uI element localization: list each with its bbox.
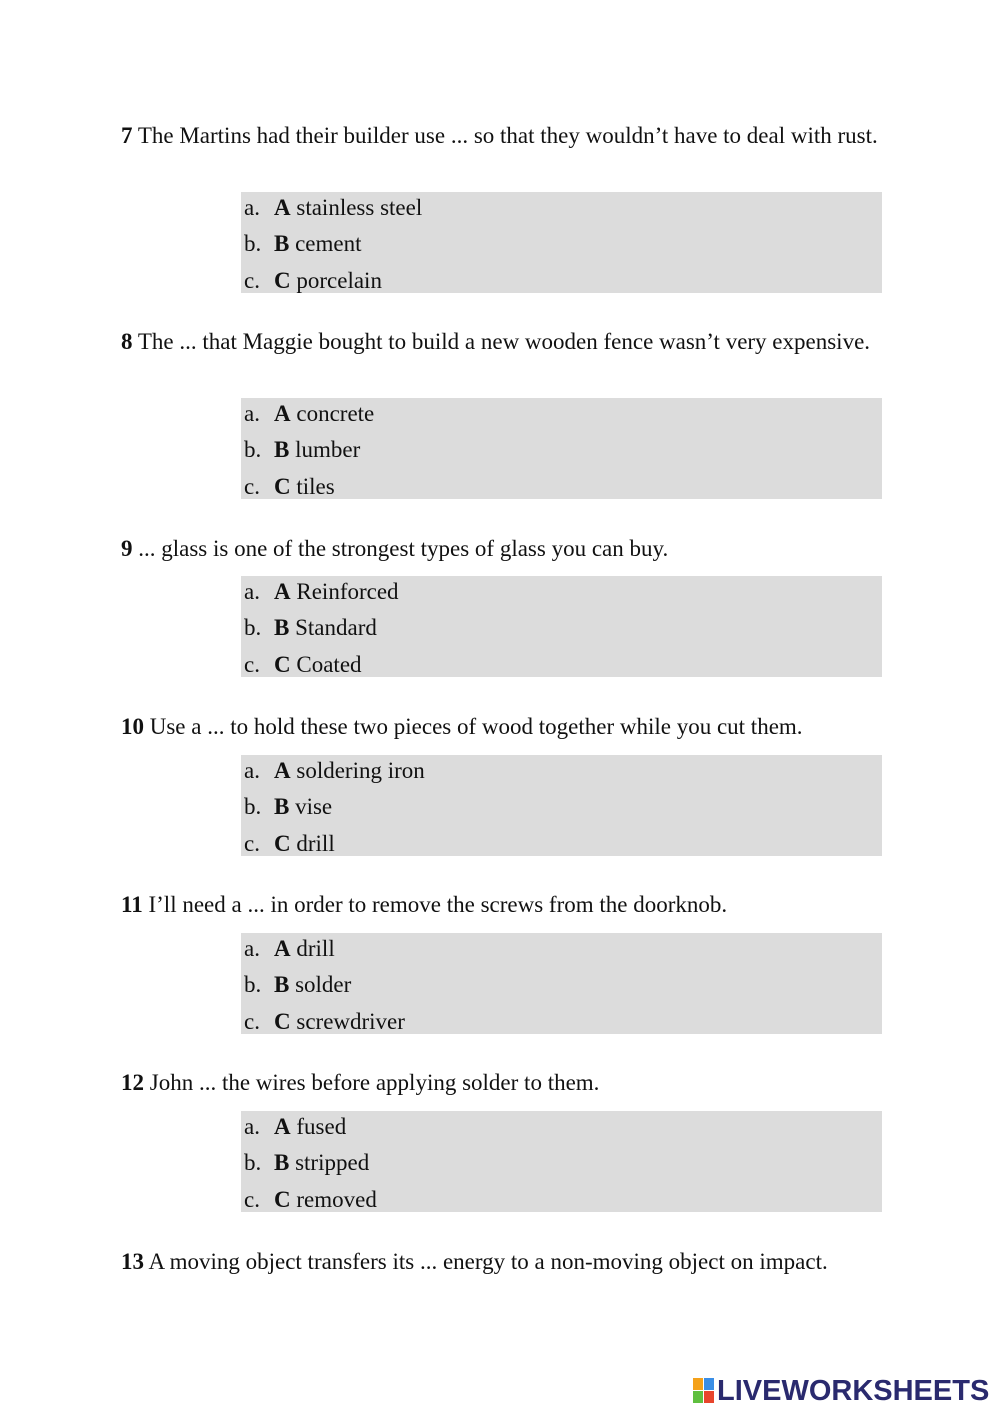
option-letter: a. <box>244 579 260 604</box>
option-9c[interactable] <box>241 649 882 685</box>
option-letter: c. <box>244 651 260 677</box>
option-cap: B <box>274 231 290 257</box>
brand-name: LIVEWORKSHEETS <box>717 1374 990 1407</box>
option-cap: A <box>274 579 291 604</box>
option-letter: b. <box>244 437 262 463</box>
option-text: drill <box>296 830 335 856</box>
option-11b[interactable] <box>241 969 882 1005</box>
option-letter: c. <box>244 267 260 293</box>
option-10a[interactable] <box>241 755 882 791</box>
question-9 <box>121 535 891 563</box>
option-text: concrete <box>296 401 375 426</box>
option-letter: b. <box>244 794 262 820</box>
option-cap: B <box>274 615 290 641</box>
option-7a[interactable] <box>241 192 882 228</box>
option-text: removed <box>296 1186 377 1212</box>
option-cap: C <box>274 830 291 856</box>
option-cap: B <box>274 437 290 463</box>
option-text: stripped <box>295 1150 370 1176</box>
option-cap: A <box>274 758 291 783</box>
option-text: tiles <box>296 473 335 499</box>
options-box-12 <box>241 1111 882 1212</box>
option-11a[interactable] <box>241 933 882 969</box>
option-cap: B <box>274 972 290 998</box>
question-text: I’ll need a ... in order to remove the screws from the doorknob. <box>148 892 728 917</box>
question-text: Use a ... to hold these two pieces of wood together while you cut them. <box>149 714 803 739</box>
option-text: drill <box>296 936 335 961</box>
option-cap: A <box>274 936 291 961</box>
question-12 <box>121 1069 891 1097</box>
option-letter: b. <box>244 972 262 998</box>
option-cap: C <box>274 267 291 293</box>
question-number: 7 <box>121 123 133 148</box>
option-11c[interactable] <box>241 1006 882 1042</box>
option-text: lumber <box>295 437 361 463</box>
option-letter: c. <box>244 473 260 499</box>
option-12c[interactable] <box>241 1184 882 1220</box>
option-text: vise <box>295 794 333 820</box>
option-8a[interactable] <box>241 398 882 434</box>
option-9a[interactable] <box>241 576 882 612</box>
option-cap: C <box>274 651 291 677</box>
option-cap: C <box>274 473 291 499</box>
option-letter: b. <box>244 1150 262 1176</box>
option-text: Reinforced <box>296 579 399 604</box>
option-text: porcelain <box>296 267 382 293</box>
question-text: The Martins had their builder use ... so that they wouldn’t have to deal with rust. <box>137 123 878 148</box>
options-box-9 <box>241 576 882 677</box>
option-cap: B <box>274 1150 290 1176</box>
question-text: A moving object transfers its ... energy to a non-moving object on impact. <box>148 1249 828 1274</box>
options-box-8 <box>241 398 882 499</box>
option-cap: C <box>274 1186 291 1212</box>
option-letter: a. <box>244 1114 260 1139</box>
question-number: 10 <box>121 714 144 739</box>
option-text: screwdriver <box>296 1008 405 1034</box>
option-cap: A <box>274 401 291 426</box>
option-7c[interactable] <box>241 265 882 301</box>
option-text: solder <box>295 972 352 998</box>
question-11 <box>121 891 891 919</box>
option-text: soldering iron <box>296 758 425 783</box>
question-number: 9 <box>121 536 133 561</box>
question-text: ... glass is one of the strongest types of glass you can buy. <box>138 536 669 561</box>
option-letter: a. <box>244 936 260 961</box>
option-9b[interactable] <box>241 612 882 648</box>
question-text: The ... that Maggie bought to build a new wooden fence wasn’t very expensive. <box>137 329 871 354</box>
question-7 <box>121 122 891 150</box>
option-8b[interactable] <box>241 434 882 470</box>
option-letter: a. <box>244 401 260 426</box>
liveworksheets-logo-icon <box>693 1378 715 1404</box>
option-7b[interactable] <box>241 228 882 264</box>
option-text: Standard <box>295 615 377 641</box>
question-8 <box>121 328 891 356</box>
option-letter: b. <box>244 231 262 257</box>
option-10b[interactable] <box>241 791 882 827</box>
option-8c[interactable] <box>241 471 882 507</box>
question-number: 11 <box>121 892 143 917</box>
option-text: stainless steel <box>296 195 423 220</box>
option-12a[interactable] <box>241 1111 882 1147</box>
question-13 <box>121 1248 891 1276</box>
option-letter: a. <box>244 195 260 220</box>
option-letter: b. <box>244 615 262 641</box>
question-number: 12 <box>121 1070 144 1095</box>
option-text: cement <box>295 231 362 257</box>
option-text: fused <box>296 1114 347 1139</box>
options-box-7 <box>241 192 882 293</box>
question-number: 13 <box>121 1249 144 1274</box>
liveworksheets-brand[interactable] <box>693 1374 989 1408</box>
option-letter: a. <box>244 758 260 783</box>
question-10 <box>121 713 891 741</box>
option-cap: C <box>274 1008 291 1034</box>
option-cap: B <box>274 794 290 820</box>
option-cap: A <box>274 195 291 220</box>
option-letter: c. <box>244 830 260 856</box>
option-cap: A <box>274 1114 291 1139</box>
option-10c[interactable] <box>241 828 882 864</box>
options-box-11 <box>241 933 882 1034</box>
question-number: 8 <box>121 329 133 354</box>
options-box-10 <box>241 755 882 856</box>
option-letter: c. <box>244 1008 260 1034</box>
option-letter: c. <box>244 1186 260 1212</box>
option-12b[interactable] <box>241 1147 882 1183</box>
question-text: John ... the wires before applying solder to them. <box>149 1070 600 1095</box>
option-text: Coated <box>296 651 362 677</box>
